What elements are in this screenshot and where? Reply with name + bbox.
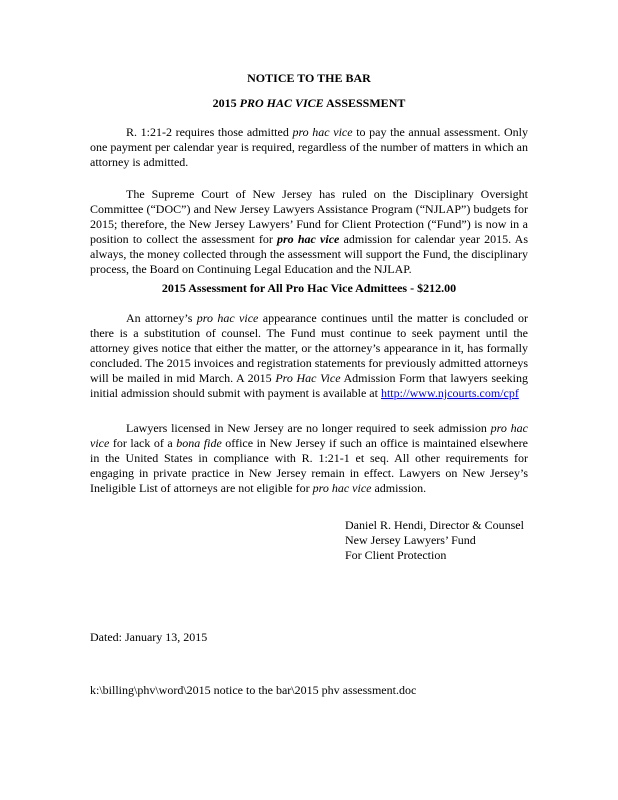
p4-italic-b: pro hac vice bbox=[90, 421, 528, 450]
dated-line: Dated: January 13, 2015 bbox=[90, 630, 208, 644]
p4-italic-d: bona fide bbox=[176, 436, 222, 450]
paragraph-licensed-lawyers bbox=[90, 421, 528, 496]
signature-org: New Jersey Lawyers’ Fund bbox=[345, 533, 476, 547]
paragraph-appearance bbox=[90, 311, 528, 401]
subtitle-italic: PRO HAC VICE bbox=[239, 96, 324, 110]
p3-text-c: appearance continues until the matter is concluded or there is a substitution of counsel. The Fund must continue to seek payment until the attorney gives notice that either the matter, or the attorney’s appearance in it, has formally concluded. The 2015 invoices and registration statements for previously admitted attorneys will be mailed in mid March. A 2015 bbox=[90, 311, 528, 385]
file-path: k:\billing\phv\word\2015 notice to the bar\2015 phv assessment.doc bbox=[90, 683, 417, 697]
page-subtitle bbox=[90, 96, 528, 111]
signature-name: Daniel R. Hendi, Director & Counsel bbox=[345, 518, 524, 532]
p2-bold-italic: pro hac vice bbox=[277, 232, 340, 246]
p4-text-e: office in New Jersey if such an office is maintained elsewhere in the United States in compliance with R. 1:21-1 et seq. All other requirements for engaging in private practice in New Jersey remain in effect. Lawyers on New Jersey’s Ineligible List of attorneys are not eligible for bbox=[90, 436, 528, 495]
p4-italic-f: pro hac vice bbox=[312, 481, 372, 495]
paragraph-supreme-court bbox=[90, 187, 528, 277]
p2-text-c: admission for calendar year 2015. As always, the money collected through the assessment will support the Fund, the disciplinary process, the Board on Continuing Legal Education and the NJLAP. bbox=[90, 232, 529, 276]
assessment-subheading: 2015 Assessment for All Pro Hac Vice Admittees - $212.00 bbox=[161, 281, 457, 295]
p4-text-a: Lawyers licensed in New Jersey are no longer required to seek admission bbox=[126, 421, 491, 435]
page-title: NOTICE TO THE BAR bbox=[247, 71, 371, 85]
p4-text-g: admission. bbox=[371, 481, 427, 495]
signature-org-line2: For Client Protection bbox=[345, 548, 447, 562]
p2-text-a: The Supreme Court of New Jersey has ruled on the Disciplinary Oversight Committee (“DOC”) and New Jersey Lawyers Assistance Program (“NJLAP”) budgets for 2015; therefore, the New Jersey Lawyers’ Fund for Client Protection (“Fund”) is now in a position to collect the assessment for bbox=[90, 187, 528, 246]
p1-italic: pro hac vice bbox=[292, 125, 353, 139]
signature-block bbox=[345, 518, 545, 563]
p3-text-a: An attorney’s bbox=[126, 311, 197, 325]
p1-text-c: to pay the annual assessment. Only one payment per calendar year is required, regardless of the number of matters in which an attorney is admitted. bbox=[90, 125, 528, 169]
p1-text-a: R. 1:21-2 requires those admitted bbox=[126, 125, 293, 139]
njcourts-link[interactable]: http://www.njcourts.com/cpf bbox=[380, 386, 519, 400]
p3-italic-b: pro hac vice bbox=[196, 311, 259, 325]
p4-text-c: for lack of a bbox=[109, 436, 177, 450]
p3-italic-d: Pro Hac Vice bbox=[275, 371, 341, 385]
subtitle-suffix: ASSESSMENT bbox=[323, 96, 406, 110]
subtitle-prefix: 2015 bbox=[212, 96, 240, 110]
p3-text-e: Admission Form that lawyers seeking initial admission should submit with payment is available at bbox=[90, 371, 528, 400]
paragraph-requirement bbox=[90, 125, 528, 170]
